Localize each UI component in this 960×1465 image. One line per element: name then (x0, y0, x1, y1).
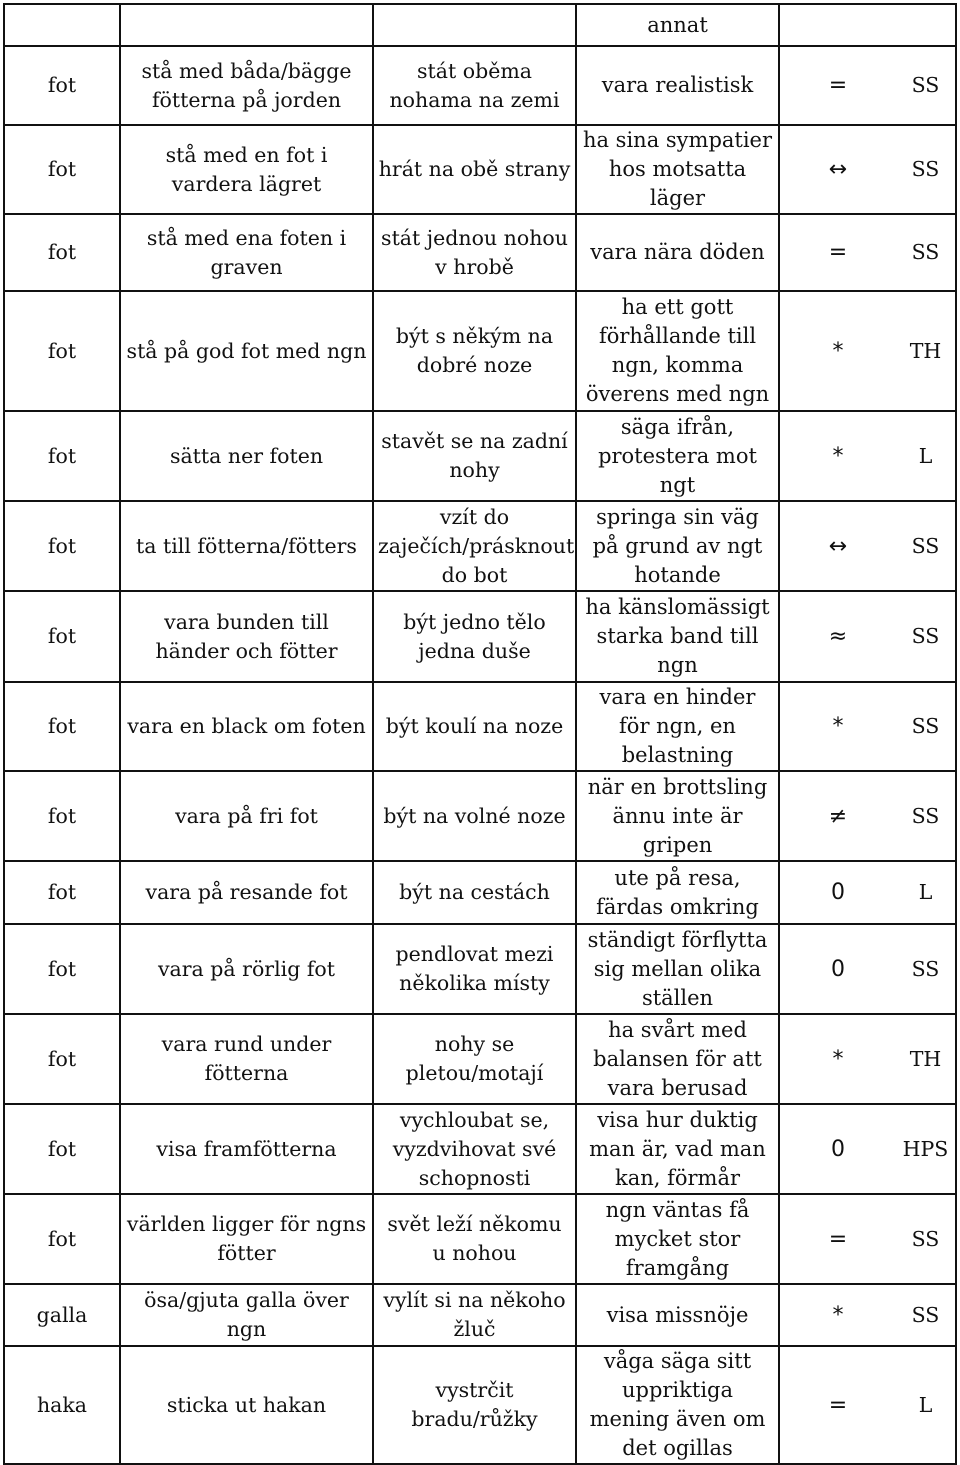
cell-relation: ≠ (779, 771, 896, 861)
table-row (4, 214, 956, 291)
cell-meaning: ha känslomässigt starka band till ngn (576, 591, 779, 682)
header-row (4, 4, 956, 46)
cell-czech: vylít si na někoho žluč (373, 1284, 576, 1346)
table-row (4, 291, 956, 411)
cell-code: SS (896, 1194, 956, 1284)
table-body (4, 4, 956, 1464)
cell-code: TH (896, 291, 956, 411)
cell-word: fot (4, 1104, 120, 1194)
cell-code: TH (896, 1014, 956, 1104)
cell-swedish: visa framfötterna (120, 1104, 373, 1194)
cell-relation: 0 (779, 861, 896, 924)
table-row (4, 682, 956, 771)
cell-czech: svět leží někomu u nohou (373, 1194, 576, 1284)
cell-word: fot (4, 291, 120, 411)
header-cell-annat: annat (576, 4, 779, 46)
header-cell-relation (779, 4, 896, 46)
cell-code: SS (896, 125, 956, 214)
cell-word: fot (4, 682, 120, 771)
cell-word: fot (4, 591, 120, 682)
table-row (4, 1104, 956, 1194)
cell-code: SS (896, 46, 956, 125)
cell-swedish: stå med en fot i vardera lägret (120, 125, 373, 214)
cell-relation: = (779, 46, 896, 125)
cell-meaning: vara en hinder för ngn, en belastning (576, 682, 779, 771)
cell-czech: být na volné noze (373, 771, 576, 861)
cell-swedish: sätta ner foten (120, 411, 373, 501)
cell-czech: být jedno tělo jedna duše (373, 591, 576, 682)
cell-swedish: vara på resande fot (120, 861, 373, 924)
cell-swedish: stå med ena foten i graven (120, 214, 373, 291)
cell-czech: stát jednou nohou v hrobě (373, 214, 576, 291)
cell-relation: * (779, 682, 896, 771)
cell-swedish: ösa/gjuta galla över ngn (120, 1284, 373, 1346)
header-cell-word (4, 4, 120, 46)
cell-meaning: vara nära döden (576, 214, 779, 291)
cell-czech: být s někým na dobré noze (373, 291, 576, 411)
cell-meaning: ha ett gott förhållande till ngn, komma överens med ngn (576, 291, 779, 411)
cell-relation: ↔ (779, 501, 896, 591)
cell-code: HPS (896, 1104, 956, 1194)
cell-relation: * (779, 1014, 896, 1104)
cell-meaning: springa sin väg på grund av ngt hotande (576, 501, 779, 591)
cell-swedish: vara på rörlig fot (120, 924, 373, 1014)
header-cell-code (896, 4, 956, 46)
cell-word: fot (4, 125, 120, 214)
table-row (4, 1284, 956, 1346)
cell-czech: být na cestách (373, 861, 576, 924)
cell-word: fot (4, 501, 120, 591)
cell-meaning: ute på resa, färdas omkring (576, 861, 779, 924)
table-row (4, 1194, 956, 1284)
cell-czech: stát oběma nohama na zemi (373, 46, 576, 125)
table-row (4, 591, 956, 682)
cell-word: galla (4, 1284, 120, 1346)
cell-swedish: vara på fri fot (120, 771, 373, 861)
cell-meaning: när en brottsling ännu inte är gripen (576, 771, 779, 861)
cell-meaning: ständigt förflytta sig mellan olika ställen (576, 924, 779, 1014)
cell-czech: vzít do zaječích/prásknout do bot (373, 501, 576, 591)
cell-word: fot (4, 861, 120, 924)
table-row (4, 501, 956, 591)
header-cell-swedish (120, 4, 373, 46)
cell-czech: nohy se pletou/motají (373, 1014, 576, 1104)
cell-swedish: vara bunden till händer och fötter (120, 591, 373, 682)
table-row (4, 125, 956, 214)
cell-czech: být koulí na noze (373, 682, 576, 771)
table-row (4, 861, 956, 924)
table-row (4, 924, 956, 1014)
cell-meaning: våga säga sitt uppriktiga mening även om det ogillas (576, 1346, 779, 1464)
cell-meaning: ha svårt med balansen för att vara berusad (576, 1014, 779, 1104)
cell-code: SS (896, 501, 956, 591)
cell-swedish: stå på god fot med ngn (120, 291, 373, 411)
cell-czech: stavět se na zadní nohy (373, 411, 576, 501)
cell-word: fot (4, 1194, 120, 1284)
cell-relation: = (779, 1194, 896, 1284)
cell-word: fot (4, 214, 120, 291)
table-row (4, 1014, 956, 1104)
header-cell-czech (373, 4, 576, 46)
idiom-table (3, 3, 957, 1465)
cell-code: L (896, 861, 956, 924)
cell-code: SS (896, 682, 956, 771)
cell-word: fot (4, 1014, 120, 1104)
cell-swedish: vara rund under fötterna (120, 1014, 373, 1104)
table-row (4, 771, 956, 861)
cell-swedish: världen ligger för ngns fötter (120, 1194, 373, 1284)
cell-swedish: sticka ut hakan (120, 1346, 373, 1464)
cell-code: SS (896, 214, 956, 291)
cell-meaning: ngn väntas få mycket stor framgång (576, 1194, 779, 1284)
cell-word: fot (4, 46, 120, 125)
cell-relation: 0 (779, 1104, 896, 1194)
cell-meaning: ha sina sympatier hos motsatta läger (576, 125, 779, 214)
cell-code: SS (896, 1284, 956, 1346)
table-row (4, 46, 956, 125)
cell-swedish: ta till fötterna/fötters (120, 501, 373, 591)
cell-code: L (896, 1346, 956, 1464)
cell-meaning: visa hur duktig man är, vad man kan, förmår (576, 1104, 779, 1194)
cell-swedish: stå med båda/bägge fötterna på jorden (120, 46, 373, 125)
cell-czech: vychloubat se, vyzdvihovat své schopnosti (373, 1104, 576, 1194)
cell-relation: = (779, 214, 896, 291)
cell-code: SS (896, 771, 956, 861)
cell-code: L (896, 411, 956, 501)
cell-relation: = (779, 1346, 896, 1464)
cell-code: SS (896, 924, 956, 1014)
table-row (4, 411, 956, 501)
cell-code: SS (896, 591, 956, 682)
cell-meaning: säga ifrån, protestera mot ngt (576, 411, 779, 501)
cell-relation: * (779, 411, 896, 501)
cell-relation: ≈ (779, 591, 896, 682)
cell-swedish: vara en black om foten (120, 682, 373, 771)
cell-word: fot (4, 924, 120, 1014)
cell-czech: pendlovat mezi několika místy (373, 924, 576, 1014)
cell-czech: hrát na obě strany (373, 125, 576, 214)
cell-word: fot (4, 411, 120, 501)
cell-word: haka (4, 1346, 120, 1464)
table-row (4, 1346, 956, 1464)
cell-relation: 0 (779, 924, 896, 1014)
cell-relation: ↔ (779, 125, 896, 214)
cell-relation: * (779, 1284, 896, 1346)
cell-meaning: vara realistisk (576, 46, 779, 125)
cell-meaning: visa missnöje (576, 1284, 779, 1346)
cell-word: fot (4, 771, 120, 861)
cell-czech: vystrčit bradu/růžky (373, 1346, 576, 1464)
cell-relation: * (779, 291, 896, 411)
